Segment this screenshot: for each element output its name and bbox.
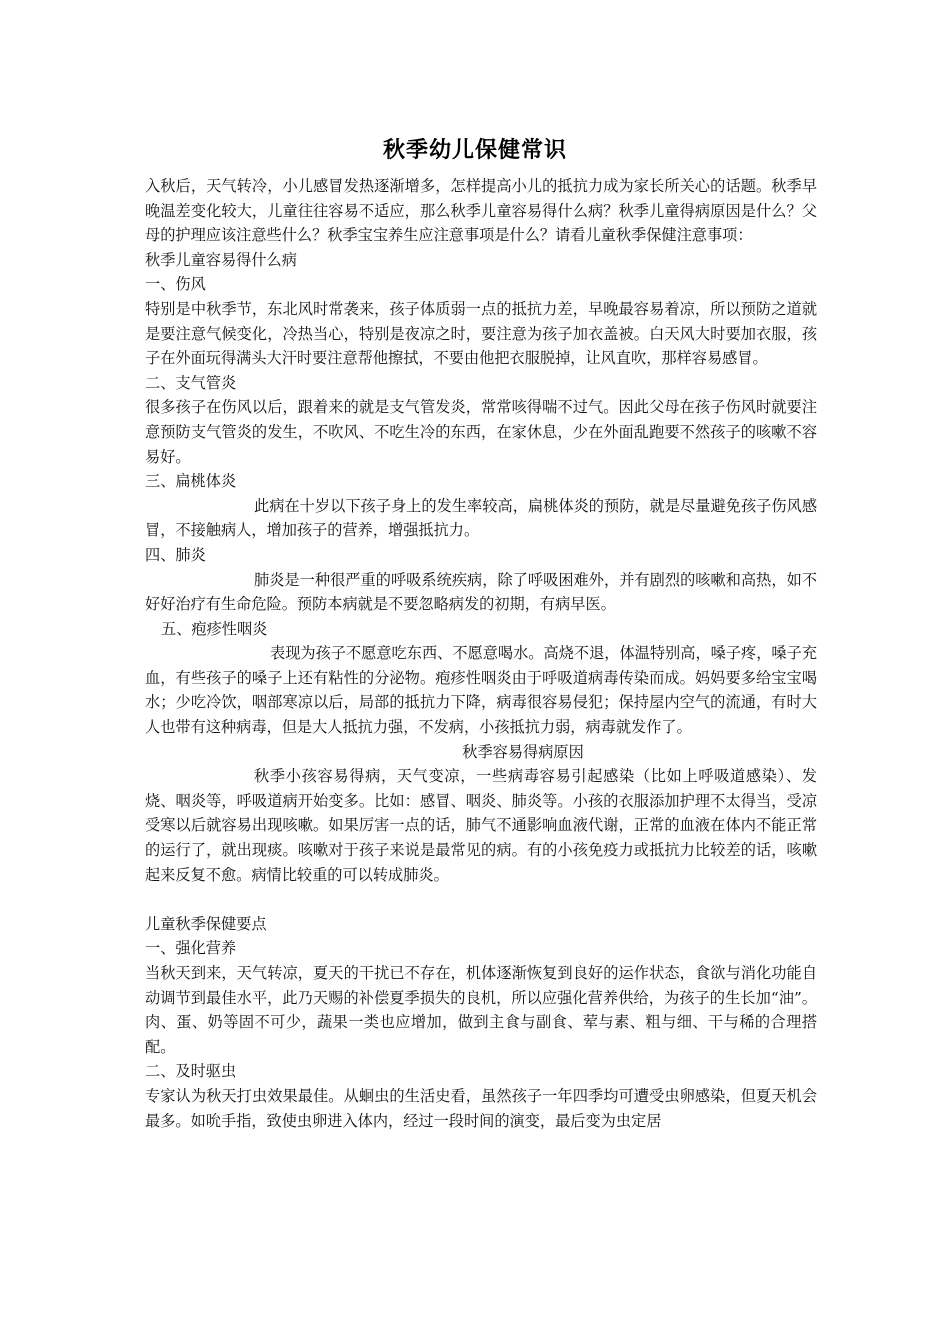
paragraph-pneumonia: 肺炎是一种很严重的呼吸系统疾病，除了呼吸困难外，并有剧烈的咳嗽和高热，如不好好治疗有生命危险。预防本病就是不要忽略病发的初期，有病早医。 bbox=[145, 570, 817, 614]
paragraph-causes: 秋季小孩容易得病，天气变凉，一些病毒容易引起感染（比如上呼吸道感染）、发烧、咽炎等，呼吸道病开始变多。比如：感冒、咽炎、肺炎等。小孩的衣服添加护理不太得当，受凉受寒以后就容易出现咳嗽。如果厉害一点的话，肺气不通影响血液代谢，正常的血液在体内不能正常的运行了，就出现痰。咳嗽对于孩子来说是最常见的病。有的小孩免疫力或抵抗力比较差的话，咳嗽起来反复不愈。病情比较重的可以转成肺炎。 bbox=[145, 767, 817, 884]
subheading-deworming: 二、及时驱虫 bbox=[145, 1062, 237, 1081]
document-title: 秋季幼儿保健常识 bbox=[382, 138, 567, 163]
subheading-pneumonia: 四、肺炎 bbox=[145, 545, 206, 564]
subheading-herpangina: 五、疱疹性咽炎 bbox=[161, 619, 268, 638]
blank-line bbox=[145, 887, 817, 912]
subheading-cold: 一、伤风 bbox=[145, 275, 206, 294]
section-heading-diseases: 秋季儿童容易得什么病 bbox=[145, 250, 297, 269]
paragraph-tonsillitis: 此病在十岁以下孩子身上的发生率较高，扁桃体炎的预防，就是尽量避免孩子伤风感冒，不接触病人，增加孩子的营养，增强抵抗力。 bbox=[145, 496, 817, 540]
document-body bbox=[145, 174, 817, 1133]
intro-paragraph: 入秋后，天气转冷，小儿感冒发热逐渐增多，怎样提高小儿的抵抗力成为家长所关心的话题。秋季早晚温差变化较大，儿童往往容易不适应，那么秋季儿童容易得什么病？秋季儿童得病原因是什么？父母的护理应该注意些什么？秋季宝宝养生应注意事项是什么？请看儿童秋季保健注意事项： bbox=[145, 177, 817, 245]
paragraph-cold: 特别是中秋季节，东北风时常袭来，孩子体质弱一点的抵抗力差，早晚最容易着凉，所以预防之道就是要注意气候变化，冷热当心，特别是夜凉之时，要注意为孩子加衣盖被。白天风大时要加衣服，孩子在外面玩得满头大汗时要注意帮他擦拭，不要由他把衣服脱掉，让风直吹，那样容易感冒。 bbox=[145, 299, 817, 368]
paragraph-deworming: 专家认为秋天打虫效果最佳。从蛔虫的生活史看，虽然孩子一年四季均可遭受虫卵感染，但夏天机会最多。如吮手指，致使虫卵进入体内，经过一段时间的演变，最后变为虫定居 bbox=[145, 1086, 817, 1130]
section-heading-causes: 秋季容易得病原因 bbox=[462, 742, 584, 761]
paragraph-herpangina: 表现为孩子不愿意吃东西、不愿意喝水。高烧不退，体温特别高，嗓子疼，嗓子充血，有些孩子的嗓子上还有粘性的分泌物。疱疹性咽炎由于呼吸道病毒传染而成。妈妈要多给宝宝喝水；少吃冷饮，咽部寒凉以后，局部的抵抗力下降，病毒很容易侵犯；保持屋内空气的流通，有时大人也带有这种病毒，但是大人抵抗力强，不发病，小孩抵抗力弱，病毒就发作了。 bbox=[145, 644, 817, 737]
subheading-bronchitis: 二、支气管炎 bbox=[145, 373, 237, 392]
subheading-tonsillitis: 三、扁桃体炎 bbox=[145, 472, 237, 491]
section-heading-care-points: 儿童秋季保健要点 bbox=[145, 914, 267, 933]
paragraph-bronchitis: 很多孩子在伤风以后，跟着来的就是支气管发炎，常常咳得喘不过气。因此父母在孩子伤风时就要注意预防支气管炎的发生，不吹风、不吃生冷的东西，在家休息，少在外面乱跑要不然孩子的咳嗽不容易好。 bbox=[145, 398, 817, 466]
paragraph-nutrition: 当秋天到来，天气转凉，夏天的干扰已不存在，机体逐渐恢复到良好的运作状态，食欲与消化功能自动调节到最佳水平，此乃天赐的补偿夏季损失的良机，所以应强化营养供给，为孩子的生长加“油”。肉、蛋、奶等固不可少，蔬果一类也应增加，做到主食与副食、荤与素、粗与细、干与稀的合理搭配。 bbox=[145, 964, 817, 1056]
subheading-nutrition: 一、强化营养 bbox=[145, 939, 237, 958]
